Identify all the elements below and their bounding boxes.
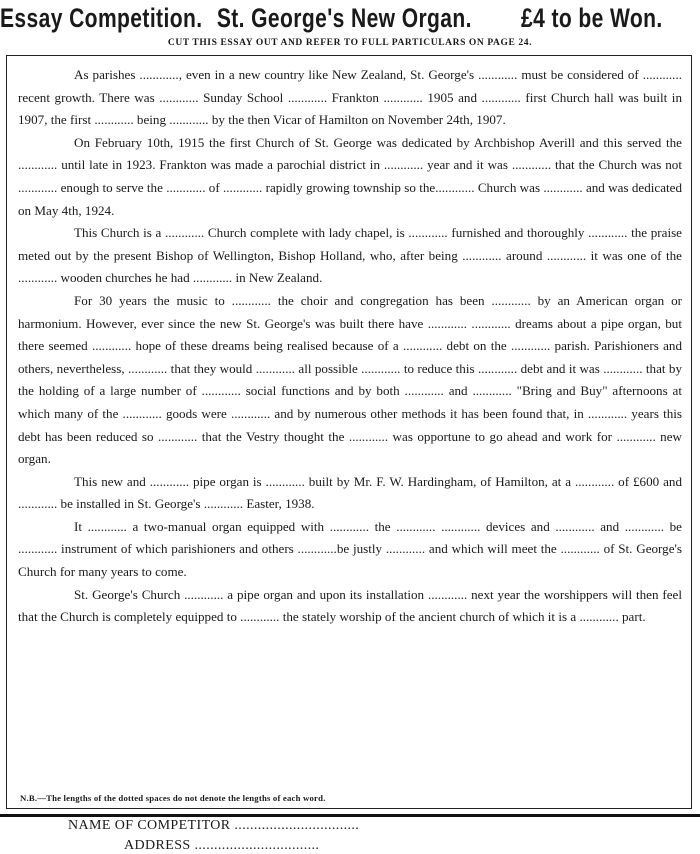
essay-paragraph-7: St. George's Church ............ a pipe organ and upon its installation ............ next year the worshippers will then feel that the Church is completely equipped to ............ the stately worship of the ancient church of which it is a ............ part. <box>18 586 682 625</box>
headline-prize: £4 to be Won. <box>521 3 663 33</box>
dotted-space-note: N.B.—The lengths of the dotted spaces do not denote the lengths of each word. <box>20 793 326 803</box>
essay-paragraph-5: This new and ............ pipe organ is ............ built by Mr. F. W. Hardingham, of Hamilton, at a ............ of £600 and ............ be installed in St. George's ............ Easter, 1938. <box>18 473 682 512</box>
headline-title: Essay Competition. <box>0 3 203 33</box>
essay-paragraph-6: It ............ a two-manual organ equipped with ............ the ............ ............ devices and ............ and ............ be ............ instrument of which parishioners and others ............be justly ............ and which will meet the ............ of St. George's Church for many years to come. <box>18 518 682 580</box>
headline-organ: St. George's New Organ. <box>216 3 472 33</box>
essay-text <box>18 64 682 629</box>
essay-paragraph-3: This Church is a ............ Church complete with lady chapel, is ............ furnished and thoroughly ............ the praise meted out by the present Bishop of Wellington, Bishop Holland, who, after being ............ around ............ it was one of the ............ wooden churches he had ............ in New Zealand. <box>18 225 682 286</box>
address-field[interactable]: ADDRESS ................................ <box>124 838 320 853</box>
essay-paragraph-1: As parishes ............, even in a new country like New Zealand, St. George's ............ must be considered of ............ recent growth. There was ............ Sunday School ............ Frankton ............ 1905 and ............ first Church hall was built in 1907, the first ............ being ............ by the then Vicar of Hamilton on November 24th, 1907. <box>18 67 682 128</box>
cut-out-instruction: CUT THIS ESSAY OUT AND REFER TO FULL PARTICULARS ON PAGE 24. <box>167 38 533 48</box>
essay-paragraph-2: On February 10th, 1915 the first Church of St. George was dedicated by Archbishop Averill and this served the ............ until late in 1923. Frankton was made a parochial district in ............ year and it was ............ that the Church was not ............ enough to serve the ............ of ............ rapidly growing township so the............ Church was ............ and was dedicated on May 4th, 1924. <box>18 134 682 218</box>
essay-paragraph-4: For 30 years the music to ............ the choir and congregation has been ............ by an American organ or harmonium. However, ever since the new St. George's was built there have ............ ............ dreams about a pipe organ, but there seemed ............ hope of these dreams being realised because of a ............ debt on the ............ parish. Parishioners and others, nevertheless, ............ that they would ............ all possible ............ to reduce this ............ debt and it was ............ that by the holding of a large number of ............ social functions and by both ............ and ............ "Bring and Buy" afternoons at which many of the ............ goods were ............ and by numerous other methods it has been found that, in ............ years this debt has been reduced so ............ that the Vestry thought the ............ was opportune to go ahead and work for ............ new organ. <box>18 292 682 467</box>
headline <box>0 0 663 36</box>
divider-rule <box>0 814 700 817</box>
competitor-name-field[interactable]: NAME OF COMPETITOR ................................ <box>68 818 360 833</box>
